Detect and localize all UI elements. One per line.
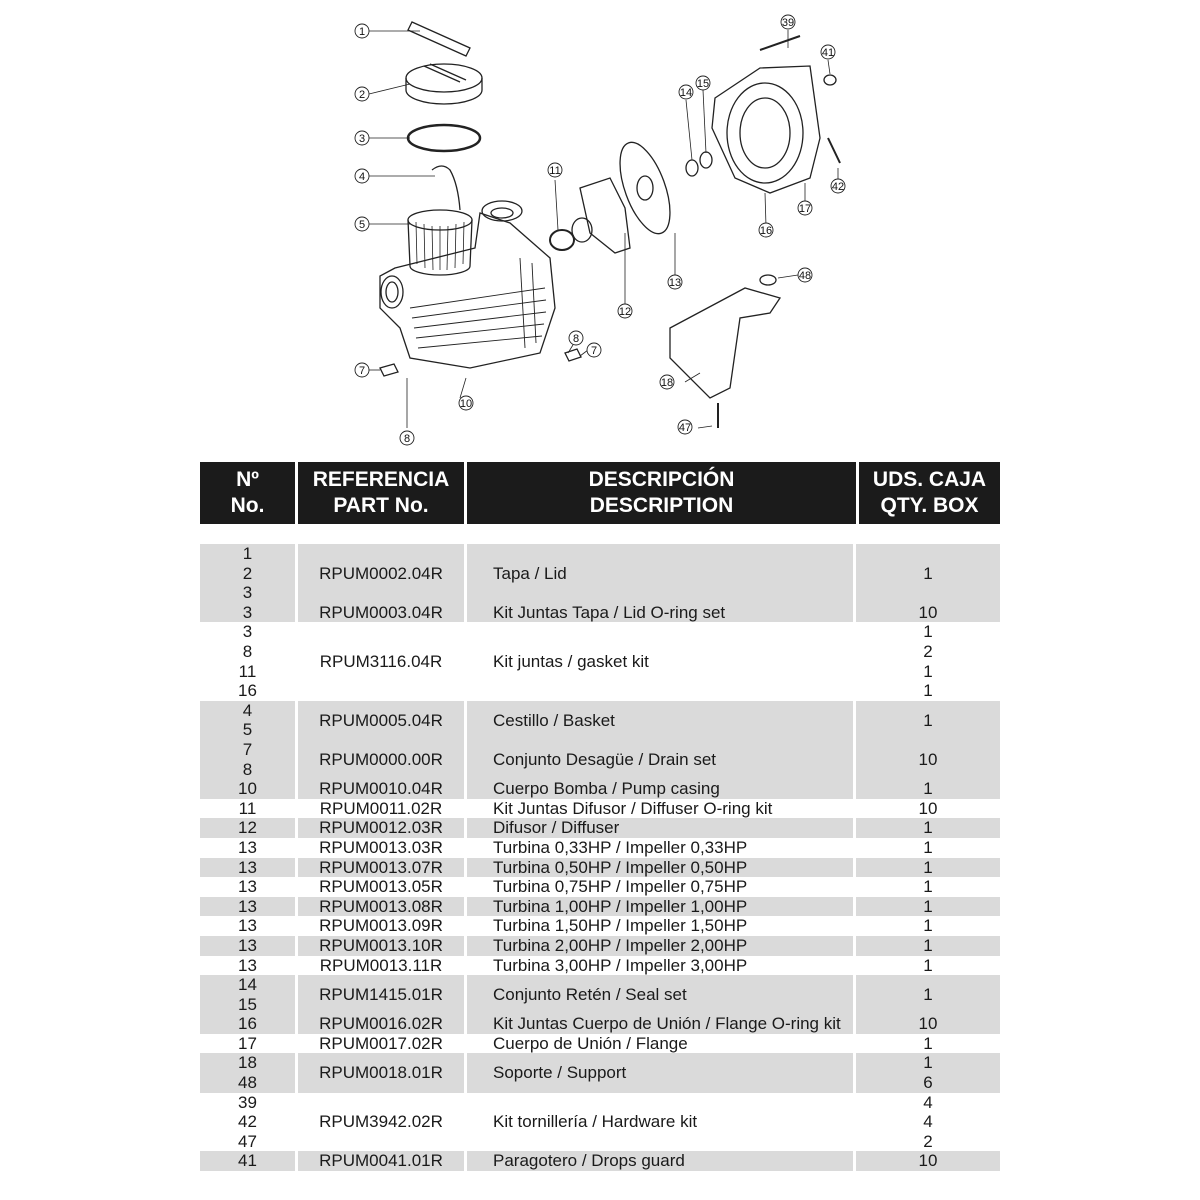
table-row xyxy=(200,1151,1000,1171)
reference-cell xyxy=(298,858,467,878)
impeller-part xyxy=(610,136,680,240)
part-number: 4 xyxy=(242,700,253,720)
quantity-cell xyxy=(856,603,1000,623)
quantity-value: 1 xyxy=(923,916,933,936)
description-cell xyxy=(467,916,856,936)
description-cell xyxy=(467,936,856,956)
part-number: 14 xyxy=(238,975,257,995)
description-cell xyxy=(467,858,856,878)
description-text: Kit Juntas Tapa / Lid O-ring set xyxy=(493,602,726,622)
part-numbers-cell xyxy=(200,956,298,976)
reference-code: RPUM0013.11R xyxy=(319,955,443,975)
reference-code: RPUM0016.02R xyxy=(319,1014,443,1034)
part-number: 8 xyxy=(242,641,253,661)
part-numbers-cell xyxy=(200,916,298,936)
part-numbers-cell xyxy=(200,740,298,779)
reference-cell xyxy=(298,818,467,838)
reference-code: RPUM3942.02R xyxy=(319,1112,443,1132)
part-number: 13 xyxy=(238,857,257,877)
quantity-cell xyxy=(856,877,1000,897)
description-cell xyxy=(467,1034,856,1054)
quantity-value: 1 xyxy=(923,955,933,975)
quantity-value: 2 xyxy=(923,641,933,661)
quantity-cell xyxy=(856,1014,1000,1034)
table-row xyxy=(200,701,1000,740)
description-text: Cuerpo de Unión / Flange xyxy=(493,1033,688,1053)
part-number: 48 xyxy=(238,1073,257,1093)
reference-code: RPUM0041.01R xyxy=(319,1151,443,1171)
part-numbers-cell xyxy=(200,858,298,878)
callout-5: 5 xyxy=(358,219,366,231)
callout-3: 3 xyxy=(358,133,366,145)
header-quantity-line2: QTY. BOX xyxy=(880,494,979,517)
quantity-cell xyxy=(856,1034,1000,1054)
description-text: Conjunto Retén / Seal set xyxy=(493,984,687,1004)
reference-code: RPUM0017.02R xyxy=(319,1033,443,1053)
description-text: Paragotero / Drops guard xyxy=(493,1151,685,1171)
reference-code: RPUM0013.03R xyxy=(319,837,443,857)
quantity-cell xyxy=(856,701,1000,740)
description-text: Turbina 2,00HP / Impeller 2,00HP xyxy=(493,935,748,955)
description-cell xyxy=(467,779,856,799)
part-numbers-cell xyxy=(200,1093,298,1152)
quantity-value: 1 xyxy=(923,622,933,642)
part-numbers-cell xyxy=(200,1151,298,1171)
bolt-part xyxy=(760,36,800,50)
callout-8: 8 xyxy=(403,433,411,445)
quantity-value: 1 xyxy=(923,935,933,955)
part-number: 2 xyxy=(242,563,253,583)
part-numbers-cell xyxy=(200,622,298,700)
table-row xyxy=(200,838,1000,858)
clip-part xyxy=(432,166,460,210)
reference-cell xyxy=(298,956,467,976)
reference-code: RPUM1415.01R xyxy=(319,984,443,1004)
reference-cell xyxy=(298,622,467,700)
description-cell xyxy=(467,877,856,897)
drain-plug-part xyxy=(380,364,398,376)
callout-41: 41 xyxy=(821,47,835,59)
reference-cell xyxy=(298,740,467,779)
seal-part xyxy=(686,160,698,176)
part-number: 1 xyxy=(242,544,253,563)
description-cell xyxy=(467,701,856,740)
part-numbers-cell xyxy=(200,936,298,956)
callout-4: 4 xyxy=(358,171,366,183)
header-reference-line1: REFERENCIA xyxy=(312,468,450,491)
reference-cell xyxy=(298,916,467,936)
quantity-cell xyxy=(856,858,1000,878)
quantity-cell xyxy=(856,1151,1000,1171)
quantity-cell xyxy=(856,897,1000,917)
callout-7: 7 xyxy=(358,365,366,377)
table-row xyxy=(200,858,1000,878)
header-no-line1: Nº xyxy=(236,468,259,491)
description-cell xyxy=(467,838,856,858)
part-numbers-cell xyxy=(200,818,298,838)
description-text: Kit Juntas Difusor / Diffuser O-ring kit xyxy=(493,798,773,818)
part-number: 13 xyxy=(238,916,257,936)
quantity-value: 10 xyxy=(918,1151,938,1171)
part-numbers-cell xyxy=(200,877,298,897)
part-numbers-cell xyxy=(200,799,298,819)
description-text: Turbina 0,33HP / Impeller 0,33HP xyxy=(493,837,748,857)
part-number: 16 xyxy=(238,1014,257,1034)
table-row xyxy=(200,975,1000,1014)
reference-cell xyxy=(298,936,467,956)
reference-code: RPUM0005.04R xyxy=(319,710,443,730)
callout-17: 17 xyxy=(798,203,812,215)
quantity-value: 1 xyxy=(923,877,933,897)
exploded-pump-diagram xyxy=(340,8,870,448)
part-number: 13 xyxy=(238,935,257,955)
quantity-cell xyxy=(856,956,1000,976)
description-cell xyxy=(467,1053,856,1092)
quantity-cell xyxy=(856,1053,1000,1092)
quantity-cell xyxy=(856,838,1000,858)
table-row xyxy=(200,877,1000,897)
header-reference xyxy=(298,462,464,524)
description-text: Cuerpo Bomba / Pump casing xyxy=(493,779,720,799)
callout-11: 11 xyxy=(549,165,561,177)
part-number: 13 xyxy=(238,896,257,916)
description-text: Kit juntas / gasket kit xyxy=(493,651,649,671)
part-numbers-cell xyxy=(200,701,298,740)
reference-code: RPUM0012.03R xyxy=(319,818,443,838)
quantity-value: 1 xyxy=(923,661,933,681)
description-cell xyxy=(467,975,856,1014)
reference-cell xyxy=(298,838,467,858)
reference-code: RPUM0013.08R xyxy=(319,896,443,916)
description-cell xyxy=(467,1093,856,1152)
table-row xyxy=(200,956,1000,976)
part-number: 3 xyxy=(242,622,253,642)
part-number: 18 xyxy=(238,1053,257,1073)
quantity-cell xyxy=(856,936,1000,956)
part-number: 47 xyxy=(238,1131,257,1151)
part-number: 12 xyxy=(238,818,257,838)
part-number: 3 xyxy=(242,602,253,622)
reference-cell xyxy=(298,975,467,1014)
description-cell xyxy=(467,1151,856,1171)
quantity-value: 10 xyxy=(918,602,938,622)
table-row xyxy=(200,818,1000,838)
reference-code: RPUM0013.10R xyxy=(319,935,443,955)
reference-cell xyxy=(298,544,467,603)
table-row xyxy=(200,897,1000,917)
description-cell xyxy=(467,956,856,976)
callout-7b: 7 xyxy=(590,345,598,357)
description-cell xyxy=(467,603,856,623)
part-number: 5 xyxy=(242,720,253,740)
part-number: 13 xyxy=(238,877,257,897)
part-numbers-cell xyxy=(200,1034,298,1054)
part-number: 17 xyxy=(238,1033,257,1053)
quantity-value: 6 xyxy=(923,1073,933,1093)
quantity-value: 1 xyxy=(923,857,933,877)
table-row xyxy=(200,603,1000,623)
description-cell xyxy=(467,1014,856,1034)
part-number: 10 xyxy=(238,779,257,799)
reference-cell xyxy=(298,1151,467,1171)
quantity-value: 10 xyxy=(918,798,938,818)
quantity-cell xyxy=(856,622,1000,700)
quantity-value: 1 xyxy=(923,710,933,730)
header-no xyxy=(200,462,295,524)
callout-15: 15 xyxy=(696,78,710,90)
quantity-cell xyxy=(856,1093,1000,1152)
description-cell xyxy=(467,544,856,603)
description-text: Difusor / Diffuser xyxy=(493,818,620,838)
quantity-cell xyxy=(856,740,1000,779)
quantity-value: 1 xyxy=(923,984,933,1004)
quantity-cell xyxy=(856,544,1000,603)
part-number: 16 xyxy=(238,681,257,701)
callout-47: 47 xyxy=(678,422,692,434)
reference-cell xyxy=(298,701,467,740)
quantity-value: 1 xyxy=(923,896,933,916)
reference-code: RPUM0013.09R xyxy=(319,916,443,936)
header-no-line2: No. xyxy=(230,494,265,517)
description-text: Cestillo / Basket xyxy=(493,710,615,730)
reference-code: RPUM3116.04R xyxy=(319,651,443,671)
quantity-value: 1 xyxy=(923,837,933,857)
table-row xyxy=(200,544,1000,603)
table-row xyxy=(200,1093,1000,1152)
callout-42: 42 xyxy=(831,181,845,193)
part-number: 8 xyxy=(242,759,253,779)
table-row xyxy=(200,1053,1000,1092)
header-description-line1: DESCRIPCIÓN xyxy=(588,468,735,491)
part-number: 41 xyxy=(238,1151,257,1171)
part-number: 15 xyxy=(238,994,257,1014)
reference-cell xyxy=(298,799,467,819)
table-row xyxy=(200,1014,1000,1034)
parts-table-body xyxy=(200,544,1000,1171)
part-numbers-cell xyxy=(200,544,298,603)
callout-48: 48 xyxy=(798,270,812,282)
reference-cell xyxy=(298,1034,467,1054)
header-reference-line2: PART No. xyxy=(333,494,429,517)
callout-2: 2 xyxy=(358,89,366,101)
callout-16: 16 xyxy=(759,225,773,237)
callout-18: 18 xyxy=(660,377,674,389)
part-numbers-cell xyxy=(200,1014,298,1034)
description-text: Tapa / Lid xyxy=(493,563,567,583)
quantity-cell xyxy=(856,975,1000,1014)
description-text: Kit tornillería / Hardware kit xyxy=(493,1112,698,1132)
part-numbers-cell xyxy=(200,1053,298,1092)
part-number: 11 xyxy=(238,661,257,681)
table-row xyxy=(200,799,1000,819)
quantity-value: 1 xyxy=(923,681,933,701)
reference-code: RPUM0000.00R xyxy=(319,749,443,769)
washer-part xyxy=(824,75,836,85)
description-text: Turbina 1,50HP / Impeller 1,50HP xyxy=(493,916,748,936)
description-text: Turbina 0,75HP / Impeller 0,75HP xyxy=(493,877,748,897)
quantity-value: 4 xyxy=(923,1092,933,1112)
quantity-value: 2 xyxy=(923,1131,933,1151)
reference-code: RPUM0013.07R xyxy=(319,857,443,877)
part-number: 7 xyxy=(242,739,253,759)
callout-14: 14 xyxy=(679,87,693,99)
description-text: Turbina 3,00HP / Impeller 3,00HP xyxy=(493,955,748,975)
reference-code: RPUM0013.05R xyxy=(319,877,443,897)
quantity-value: 4 xyxy=(923,1112,933,1132)
quantity-value: 1 xyxy=(923,563,933,583)
part-numbers-cell xyxy=(200,975,298,1014)
part-number: 13 xyxy=(238,837,257,857)
description-cell xyxy=(467,740,856,779)
reference-cell xyxy=(298,897,467,917)
quantity-cell xyxy=(856,916,1000,936)
reference-code: RPUM0011.02R xyxy=(319,798,443,818)
part-numbers-cell xyxy=(200,838,298,858)
part-numbers-cell xyxy=(200,779,298,799)
description-cell xyxy=(467,897,856,917)
reference-cell xyxy=(298,1053,467,1092)
table-row xyxy=(200,779,1000,799)
reference-cell xyxy=(298,1014,467,1034)
part-number: 11 xyxy=(238,798,257,818)
table-row xyxy=(200,1034,1000,1054)
description-text: Kit Juntas Cuerpo de Unión / Flange O-ring kit xyxy=(493,1014,841,1034)
quantity-value: 1 xyxy=(923,818,933,838)
table-row xyxy=(200,622,1000,700)
table-row xyxy=(200,916,1000,936)
table-row xyxy=(200,740,1000,779)
part-numbers-cell xyxy=(200,603,298,623)
diffuser-part xyxy=(580,178,630,253)
header-description-line2: DESCRIPTION xyxy=(589,494,734,517)
part-numbers-cell xyxy=(200,897,298,917)
reference-code: RPUM0010.04R xyxy=(319,779,443,799)
description-cell xyxy=(467,622,856,700)
diffuser-oring-part xyxy=(550,230,574,250)
quantity-cell xyxy=(856,799,1000,819)
reference-cell xyxy=(298,877,467,897)
callout-10: 10 xyxy=(459,398,473,410)
reference-code: RPUM0003.04R xyxy=(319,602,443,622)
quantity-cell xyxy=(856,779,1000,799)
header-quantity xyxy=(859,462,1000,524)
callout-1: 1 xyxy=(358,26,366,38)
description-text: Turbina 1,00HP / Impeller 1,00HP xyxy=(493,896,748,916)
part-number: 3 xyxy=(242,583,253,603)
description-cell xyxy=(467,799,856,819)
part-number: 42 xyxy=(238,1112,257,1132)
quantity-value: 1 xyxy=(923,1033,933,1053)
callout-8b: 8 xyxy=(572,333,580,345)
reference-code: RPUM0018.01R xyxy=(319,1063,443,1083)
lid-part xyxy=(406,64,482,92)
flange-part xyxy=(712,66,820,193)
reference-code: RPUM0002.04R xyxy=(319,563,443,583)
callout-12: 12 xyxy=(618,306,632,318)
description-cell xyxy=(467,818,856,838)
reference-cell xyxy=(298,1093,467,1152)
quantity-cell xyxy=(856,818,1000,838)
reference-cell xyxy=(298,603,467,623)
part-number: 13 xyxy=(238,955,257,975)
part-number: 39 xyxy=(238,1092,257,1112)
table-row xyxy=(200,936,1000,956)
quantity-value: 10 xyxy=(918,1014,938,1034)
description-text: Turbina 0,50HP / Impeller 0,50HP xyxy=(493,857,748,877)
header-description xyxy=(467,462,856,524)
quantity-value: 1 xyxy=(923,1053,933,1073)
quantity-value: 1 xyxy=(923,779,933,799)
callout-13: 13 xyxy=(668,277,682,289)
header-quantity-line1: UDS. CAJA xyxy=(872,468,987,491)
quantity-value: 10 xyxy=(918,749,938,769)
callout-39: 39 xyxy=(781,17,795,29)
description-text: Soporte / Support xyxy=(493,1063,627,1083)
description-text: Conjunto Desagüe / Drain set xyxy=(493,749,717,769)
lid-handle-part xyxy=(408,22,470,56)
reference-cell xyxy=(298,779,467,799)
lid-oring-part xyxy=(408,125,480,151)
